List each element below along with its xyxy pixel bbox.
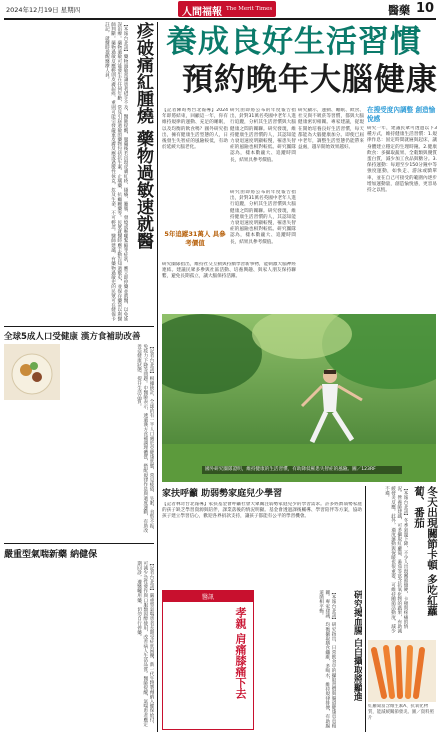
ad-title: 孝親 肩痛膝痛下去 [234, 607, 247, 699]
story2-body: 【記者台北訊】根據統計，全球約有一半人口處於亞健康狀態，常見疲倦、失眠、食慾不振、免疫力下降等問題。中醫師表示，透過漢方食補調理體質，搭配規律作息與適度運動，有助改善亞健康狀態，提升生活品質。 [136, 344, 154, 533]
sidebar-body: 研究一年，建議民眾可透過以下3種方式，維持健康生活習慣：1.規律作息：固定時間就寢與起床，讓身體建立穩定的生理時鐘。2.健康飲食：多攝取蔬果、全穀類與優質蛋白質，減少加工食品與糖分。3.保持運動：每週至少150分鐘中等強度運動，如快走、游泳或騎單車，並在自己可接受的範圍內逐步增加運動量，創造愉悅感，更容易持之以恆。 [367, 126, 437, 194]
carrots-image [368, 640, 436, 702]
main-photo-caption: 國外研究團隊證明，維持健康的生活習慣，有助降低罹患失智症的風險。圖／123RF [202, 466, 402, 474]
ad-box [162, 590, 254, 730]
woman-exercising-photo [162, 314, 436, 482]
sidebar-title: 在搜受度內調整 創造愉悅感 [367, 106, 436, 123]
masthead-date: 2024年12月19日 星期四 [6, 6, 81, 14]
lead-col4: 研究團隊指出，維持社交互動與持續學習新事物，能刺激大腦神經連結。建議民眾多參與社區活動、培養興趣、與家人朋友保持聯繫，避免長期孤立，讓大腦保持活躍。 [162, 262, 296, 280]
brand-logo [178, 1, 276, 17]
headline-line1: 養成良好生活習慣 [166, 24, 422, 60]
carrot-photo-caption: 紅蘿蔔富含維生素A、抗氧化物質，能減緩關節發炎。圖／資料照片 [368, 704, 434, 721]
story2-title: 全球5成人口受健康 漢方食補助改善 [4, 332, 141, 342]
story5-body: 【本報台北訊】冬季氣溫下降，不少人出現關節僵硬、卡頓與疼痛的情況。營養師建議，可多攝取紅蘿蔔、番茄等富含抗氧化物的蔬果，有助減緩發炎反應。此外，適度運動與保暖也很重要，可維持關節活動度，減少不適。 [384, 486, 408, 634]
masthead-rule [4, 18, 436, 20]
section-label: 醫藥 [388, 4, 410, 17]
story6 [258, 590, 362, 730]
lead-col3: 研究顯示，運動、睡眠、飲食、社交與不吸菸等習慣，都與大腦健康密切相關。專家建議，從現在開始培養良好生活習慣，每天都能為大腦健康加分。即使已屆中老年，調整生活型態仍能帶來益處，越早開始效果越好。 [298, 108, 364, 151]
lead-col1: 【記者陳昀秀台北報導】2024年即將結束，回顧這一年，你有維持規律的運動、充足的睡眠，以及均衡的飲食嗎？國外研究指出，擁有健康生活型態的人，日後發生失智症的風險較低，有助於延緩大腦老化。 [162, 108, 228, 151]
story1-title: 疹破痛紅腫燒 藥物過敏速就醫 [133, 22, 153, 249]
pull-quote [162, 230, 228, 256]
story3-body: 【記者台北訊】嚴重型氣喘患者長期受症狀困擾，新一代生物製劑納入健保給付，可減少急性發作與口服類固醇使用，改善病人生活品質。醫師提醒，氣喘患者應定期回診，遵醫囑用藥，切勿自行停藥。 [136, 561, 154, 727]
sidebar [367, 106, 437, 314]
lead-col2b: 研究由即將公布的年度報告指出，針對31萬名英國中老年人進行追蹤，分析其生活習慣與大腦健康之間的關聯。研究發現，維持健康生活習慣的人，其認知能力衰退速度明顯較慢，罹患失智症的風險也相對較低。研究團隊認為，樣本數龐大、追蹤時間長，結果具參考價值。 [230, 190, 296, 245]
brand-name-en: The Merit Times [226, 6, 273, 12]
ad-badge: 醫訊 [163, 591, 253, 602]
story3-title: 嚴重型氣喘新藥 納健保 [4, 550, 98, 560]
food-photo [4, 344, 60, 400]
headline-line2: 預約晚年大腦健康 [182, 62, 438, 98]
story5 [368, 486, 438, 636]
column-rule [365, 486, 366, 732]
story5-title: 冬天出現關節卡頓 多吃紅蘿蔔、番茄 [413, 486, 438, 616]
story4 [162, 486, 362, 586]
main-photo [162, 314, 436, 482]
carrot-photo [368, 640, 436, 702]
pull-quote-text: 5年追蹤31萬人 具參考價值 [164, 230, 226, 247]
story1 [4, 22, 154, 322]
masthead [0, 0, 440, 20]
lead-col2: 研究由即將公布的年度報告指出，針對31萬名英國中老年人進行追蹤，分析其生活習慣與大腦健康之間的關聯。研究發現，維持健康生活習慣的人，其認知能力衰退速度明顯較慢，罹患失智症的風險也相對較低。研究團隊認為，樣本數龐大、追蹤時間長，結果具參考價值。 [230, 108, 296, 163]
brand-name: 人間福報 [182, 7, 222, 18]
story4-title: 家扶呼籲 助弱勢家庭兒少學習 [162, 489, 283, 499]
story2 [4, 330, 154, 540]
story1-body: 【本報台北訊】藥物過敏常讓患者措手不及，醫師提醒，服藥後若出現皮膚紅疹、搔癢、腫脹、發燒或喉嚨緊縮等症狀，應立即停藥並就醫，以免延誤治療。藥物過敏可能發生在任何年齡，常見引起過敏的藥物包括抗生素、止痛藥、抗癲癇藥等。民眾就醫時應主動告知過敏史，並保存藥袋以利醫師判斷。藥物過敏反應輕則皮膚起疹，重則可能引發嚴重皮膚反應或過敏性休克，危及生命，不可輕忽。醫師建議，有藥物過敏史的民眾可在健保卡註記，就醫時提醒醫療人員。 [104, 22, 128, 321]
page-number: 10 [416, 1, 435, 16]
divider [4, 326, 154, 327]
story3 [4, 547, 154, 732]
column-rule [157, 22, 158, 732]
divider [4, 543, 154, 544]
lead-headline [162, 24, 436, 104]
story6-title: 研究揭血腸 白白攝取將顯進 [352, 590, 362, 702]
story6-body: 【本報台北訊】研究指出，日常飲食中的攝取習慣與腸道健康息息相關。專家建議，均衡攝取膳食纖維，多喝水，維持規律排便，有助腸道菌相平衡。 [318, 590, 336, 728]
story4-body: 【記者林奇台北報導】家扶基金會呼籲社會大眾關注弱勢家庭兒少的學習需求。許多經濟弱勢家庭的孩子缺乏學習資源與陪伴，課業落後的情況明顯。基金會透過課後輔導、學習陪伴等方案，協助孩子建立學習信心，歡迎各界捐款支持，讓孩子都能有公平的學習機會。 [162, 502, 362, 520]
story2-photo [4, 344, 60, 400]
